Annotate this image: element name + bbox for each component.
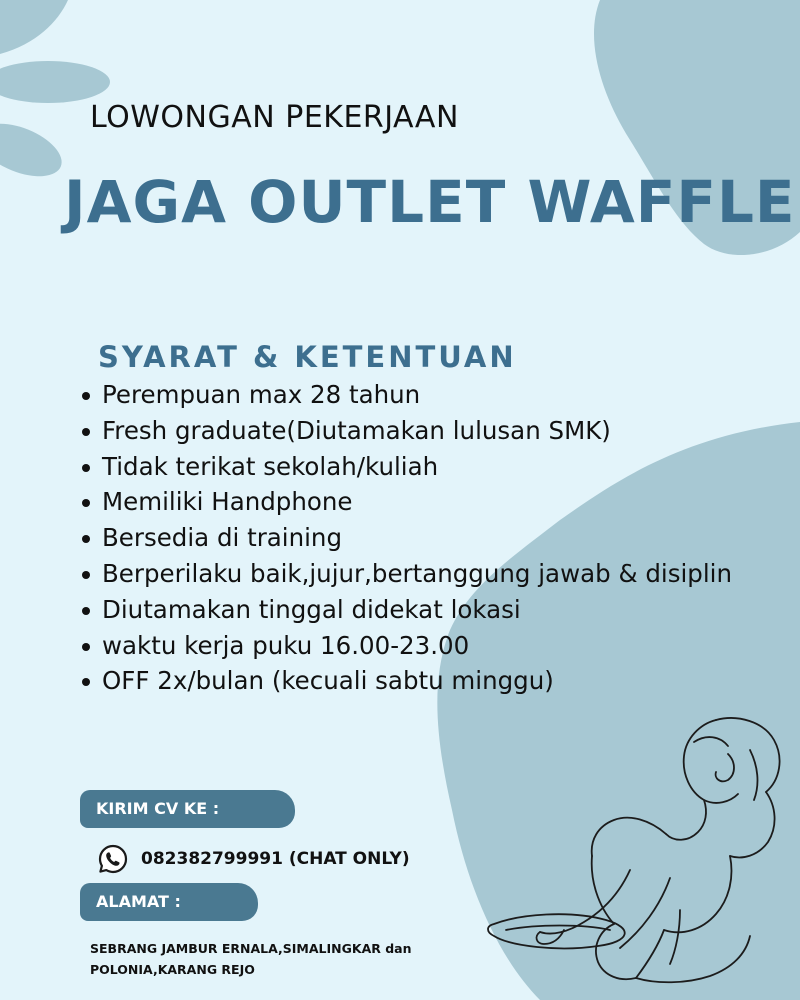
address-line: SEBRANG JAMBUR ERNALA,SIMALINGKAR dan — [90, 941, 412, 956]
woman-working-line-drawing — [480, 710, 800, 1000]
address-label: ALAMAT : — [80, 883, 258, 921]
job-vacancy-subtitle: LOWONGAN PEKERJAAN — [90, 100, 459, 135]
requirement-item: Memiliki Handphone — [78, 484, 732, 520]
send-cv-label: KIRIM CV KE : — [80, 790, 295, 828]
requirement-item: Diutamakan tinggal didekat lokasi — [78, 592, 732, 628]
blob-left-oval — [0, 61, 110, 103]
blob-left-leaf — [0, 113, 69, 187]
address-line: POLONIA,KARANG REJO — [90, 962, 255, 977]
job-title: JAGA OUTLET WAFFLE — [64, 168, 796, 236]
requirements-list — [78, 377, 732, 699]
address-text — [90, 938, 412, 980]
requirement-item: Bersedia di training — [78, 520, 732, 556]
blob-top-left — [0, 0, 68, 54]
phone-number: 082382799991 (CHAT ONLY) — [141, 849, 410, 869]
requirement-item: Berperilaku baik,jujur,bertanggung jawab & disiplin — [78, 556, 732, 592]
requirement-item: waktu kerja puku 16.00-23.00 — [78, 628, 732, 664]
whatsapp-icon — [97, 843, 129, 875]
requirements-heading: SYARAT & KETENTUAN — [98, 340, 517, 374]
requirement-item: OFF 2x/bulan (kecuali sabtu minggu) — [78, 663, 732, 699]
requirement-item: Perempuan max 28 tahun — [78, 377, 732, 413]
requirement-item: Tidak terikat sekolah/kuliah — [78, 449, 732, 485]
phone-contact[interactable] — [97, 842, 410, 876]
requirement-item: Fresh graduate(Diutamakan lulusan SMK) — [78, 413, 732, 449]
